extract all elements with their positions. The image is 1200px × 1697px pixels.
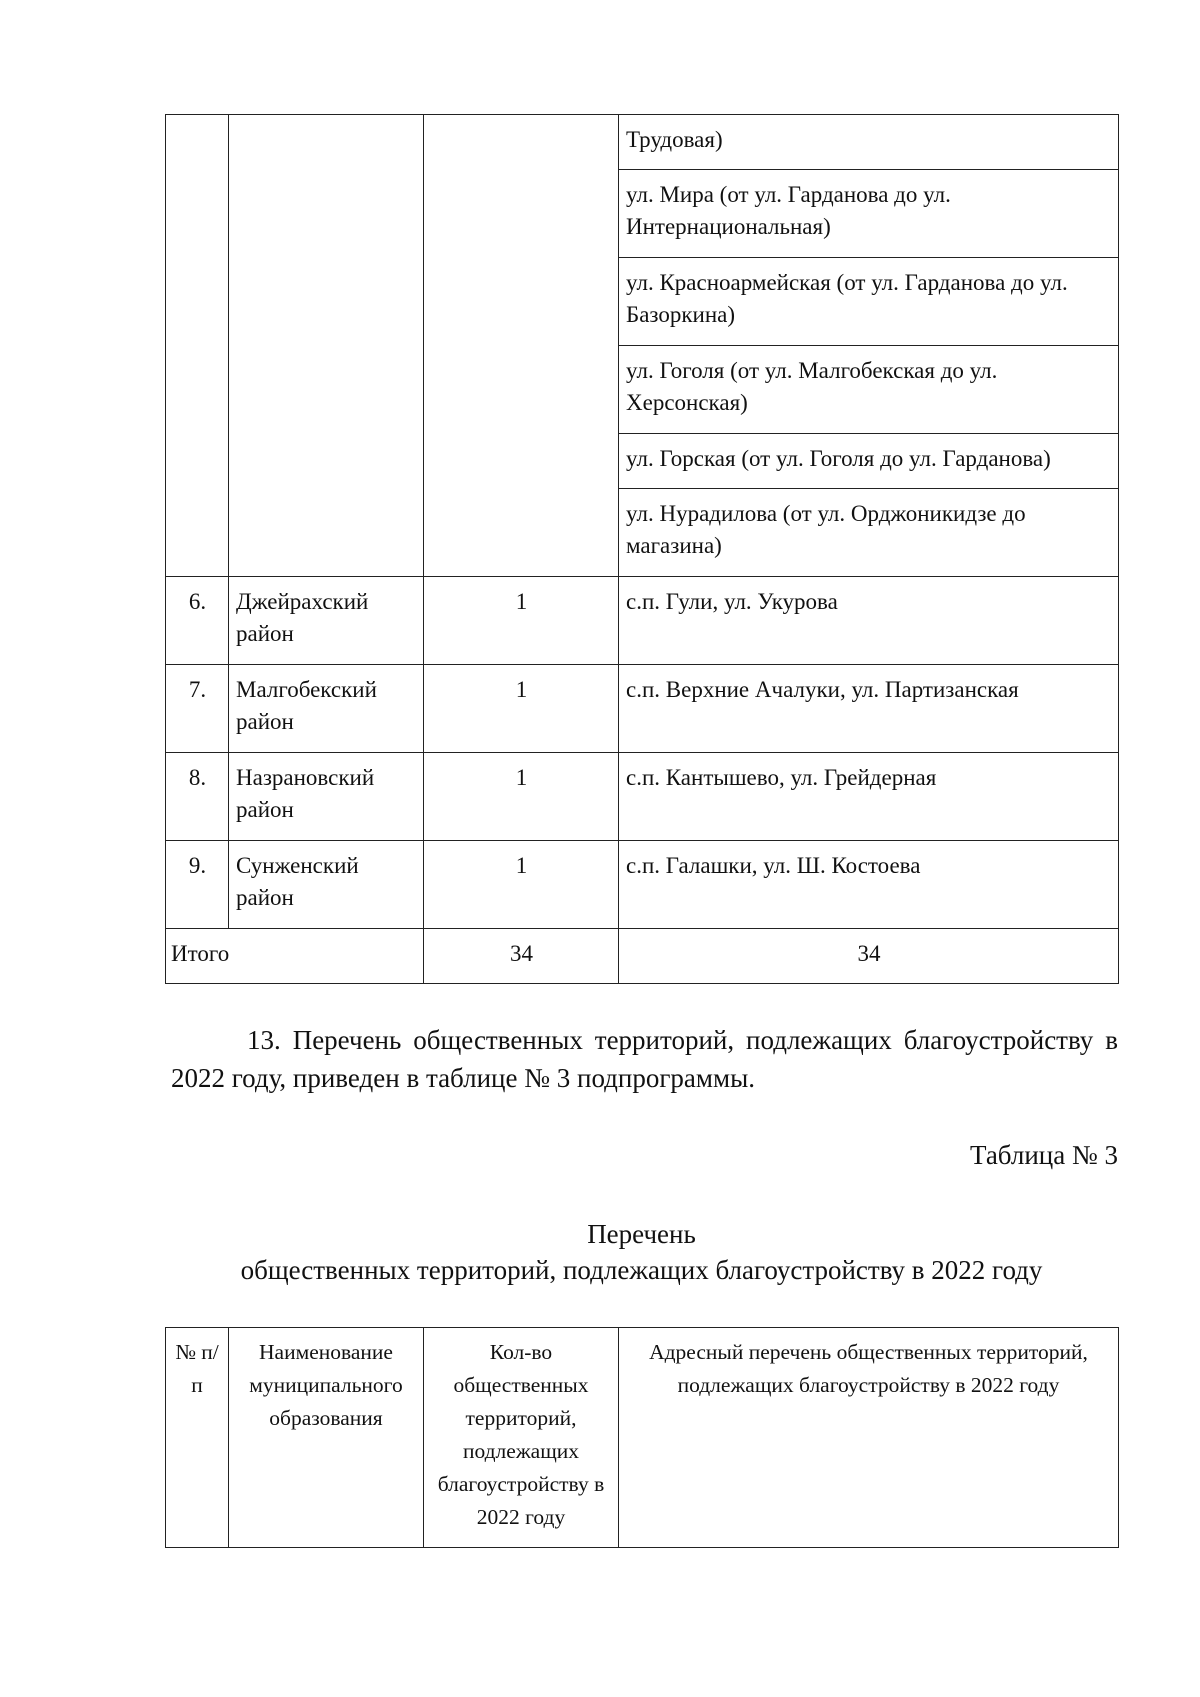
address-cell: Трудовая)	[619, 115, 1119, 170]
count-cell	[424, 115, 619, 577]
count-cell: 1	[424, 665, 619, 753]
count-cell: 1	[424, 577, 619, 665]
num-cell	[166, 115, 229, 577]
table-number: Таблица № 3	[970, 1140, 1118, 1170]
num-cell: 8.	[166, 753, 229, 841]
header-num: № п/п	[166, 1328, 229, 1548]
header-name: Наименование муниципального образования	[229, 1328, 424, 1548]
table-3-header	[165, 1327, 1119, 1548]
table-row	[166, 577, 1119, 665]
address-cell: ул. Нурадилова (от ул. Орджоникидзе до магазина)	[619, 489, 1119, 577]
name-cell	[229, 115, 424, 577]
header-count: Кол-во общественных территорий, подлежащих благоустройству в 2022 году	[424, 1328, 619, 1548]
count-cell: 1	[424, 753, 619, 841]
header-row	[166, 1328, 1119, 1548]
address-cell: с.п. Галашки, ул. Ш. Костоева	[619, 841, 1119, 929]
address-cell: ул. Гоголя (от ул. Малгобекская до ул. Херсонская)	[619, 346, 1119, 434]
total-count: 34	[424, 929, 619, 984]
name-cell: Малгобекский район	[229, 665, 424, 753]
table-row	[166, 665, 1119, 753]
header-address: Адресный перечень общественных территорий, подлежащих благоустройству в 2022 году	[619, 1328, 1119, 1548]
table-row	[166, 753, 1119, 841]
name-cell: Сунженский район	[229, 841, 424, 929]
address-cell: с.п. Кантышево, ул. Грейдерная	[619, 753, 1119, 841]
table-row	[166, 841, 1119, 929]
num-cell: 9.	[166, 841, 229, 929]
total-addresses: 34	[619, 929, 1119, 984]
address-cell: ул. Красноармейская (от ул. Гарданова до ул. Базоркина)	[619, 258, 1119, 346]
total-row	[166, 929, 1119, 984]
name-cell: Назрановский район	[229, 753, 424, 841]
table-heading-subtitle: общественных территорий, подлежащих благоустройству в 2022 году	[240, 1255, 1043, 1285]
address-cell: ул. Мира (от ул. Гарданова до ул. Интернациональная)	[619, 170, 1119, 258]
territories-table-continued	[165, 114, 1119, 984]
address-cell: с.п. Верхние Ачалуки, ул. Партизанская	[619, 665, 1119, 753]
name-cell: Джейрахский район	[229, 577, 424, 665]
table-heading-title: Перечень	[587, 1219, 696, 1249]
paragraph-13: 13. Перечень общественных территорий, подлежащих благоустройству в 2022 году, приведен в таблице № 3 подпрограммы.	[171, 1025, 1118, 1093]
num-cell: 7.	[166, 665, 229, 753]
num-cell: 6.	[166, 577, 229, 665]
total-label: Итого	[166, 929, 424, 984]
count-cell: 1	[424, 841, 619, 929]
table-row	[166, 115, 1119, 170]
address-cell: с.п. Гули, ул. Укурова	[619, 577, 1119, 665]
address-cell: ул. Горская (от ул. Гоголя до ул. Гарданова)	[619, 434, 1119, 489]
